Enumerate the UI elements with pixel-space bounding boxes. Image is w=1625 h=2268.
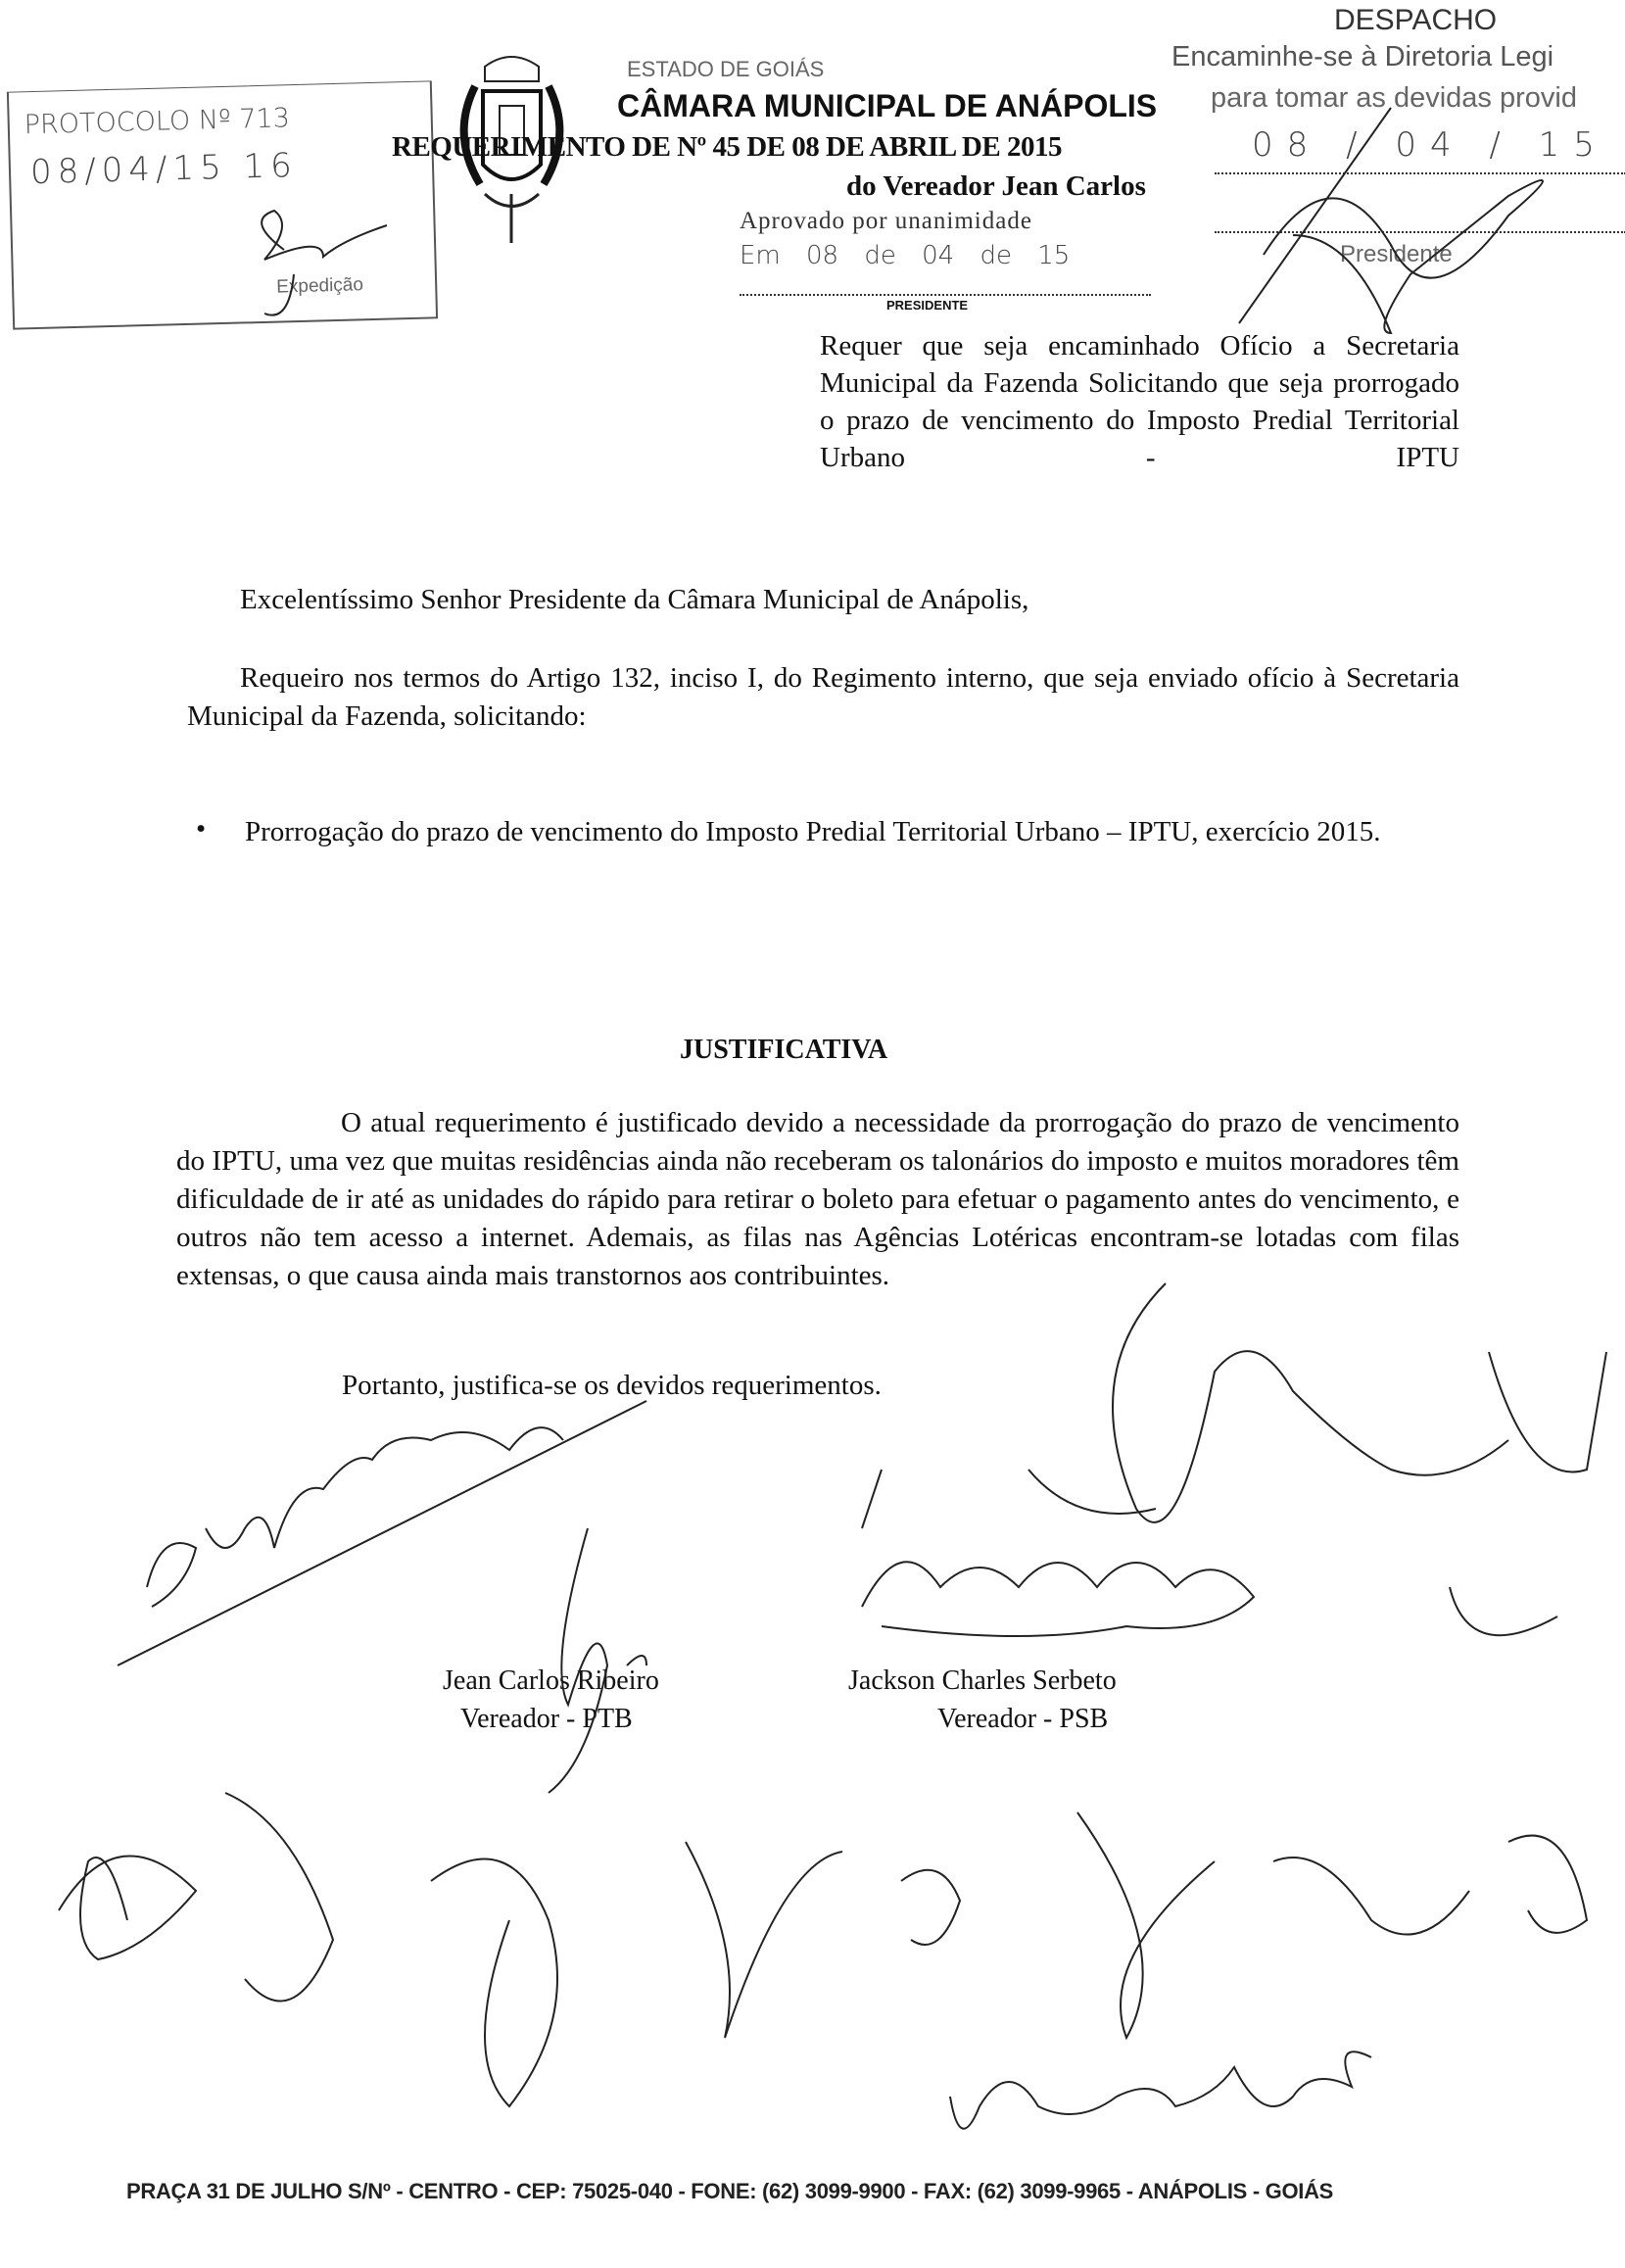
signature-jean-carlos [549,1528,646,1793]
despacho-date: 08 / 04 / 15 [1252,125,1608,165]
footer-address: PRAÇA 31 DE JULHO S/Nº - CENTRO - CEP: 75025-040 - FONE: (62) 3099-9900 - FAX: (62) 3099-9965 - ANÁPOLIS - GOIÁS [126,2179,1334,2203]
signature-jackson [862,1470,1254,1636]
signature-lower-center [901,1812,1469,2038]
summary: Requer que seja encaminhado Ofício a Secretaria Municipal da Fazenda Solicitando que seja prorrogado o prazo de vencimento do Imposto Predial Territorial Urbano - IPTU [820,330,1459,473]
signatory-name: Jean Carlos Ribeiro [443,1665,659,1696]
despacho-signer: Presidente [1340,241,1453,267]
signatory-role: Vereador - PTB [460,1704,633,1734]
signature-lower-left [59,1793,333,2002]
approval-date: Em 08 de 04 de 15 [740,241,1071,270]
expedicao-label: Expedição [275,274,364,298]
document-title: REQUERIMENTO DE Nº 45 DE 08 DE ABRIL DE 2015 [392,131,1062,163]
protocol-date-time: 08/04/15 16 [29,145,299,193]
salutation: Excelentíssimo Senhor Presidente da Câmara Municipal de Anápolis, [240,584,1029,615]
request-item [196,813,1517,851]
request-item-text: Prorrogação do prazo de vencimento do Imposto Predial Territorial Urbano – IPTU, exercício 2015. [245,816,1381,847]
state-overlay: ESTADO DE GOIÁS [627,57,825,81]
approval-status: Aprovado por unanimidade [740,208,1032,234]
signatory-role: Vereador - PSB [937,1704,1109,1734]
justification-heading: JUSTIFICATIVA [680,1035,888,1065]
despacho-line-1: Encaminhe-se à Diretoria Legi [1171,41,1554,72]
signatory-name: Jackson Charles Serbeto [848,1665,1117,1696]
signature-bottom [950,2051,1371,2128]
despacho-signature-line [1215,172,1625,174]
protocol-number: PROTOCOLO Nº 713 [24,103,291,141]
justification-paragraph: O atual requerimento é justificado devido a necessidade da prorrogação do prazo de vencimento do IPTU, uma vez que muitas residências ainda não receberam os talonários do imposto e muitos moradores têm dificuldade de ir até as unidades do rápido para retirar o boleto para efetuar o pagamento antes do vencimento, e outros não tem acesso a internet. Ademais, as filas nas Agências Lotéricas encontram-se lotadas com filas extensas, o que causa ainda mais transtornos aos contribuintes. [176,1107,1459,1291]
signature-right [1113,1283,1606,1635]
despacho-signature-line-2 [1215,231,1625,233]
approval-signature-line [740,294,1151,296]
signature-paulo [118,1401,646,1665]
signature-lower-middle [431,1842,842,2106]
signature-far-right [1508,1836,1587,1933]
despacho-line-2: para tomar as devidas provid [1211,82,1577,114]
request-paragraph: Requeiro nos termos do Artigo 132, inciso I, do Regimento interno, que seja enviado ofício à Secretaria Municipal da Fazenda, solicitando: [187,662,1459,732]
closing: Portanto, justifica-se os devidos requerimentos. [342,1370,882,1401]
institution-name: CÂMARA MUNICIPAL DE ANÁPOLIS [617,88,1158,123]
protocol-stamp [7,80,438,329]
approval-signer: PRESIDENTE [886,298,969,313]
document-author: do Vereador Jean Carlos [846,170,1146,202]
request-list [187,813,1517,851]
bullet: • [196,813,207,844]
despacho-title: DESPACHO [1334,4,1498,36]
